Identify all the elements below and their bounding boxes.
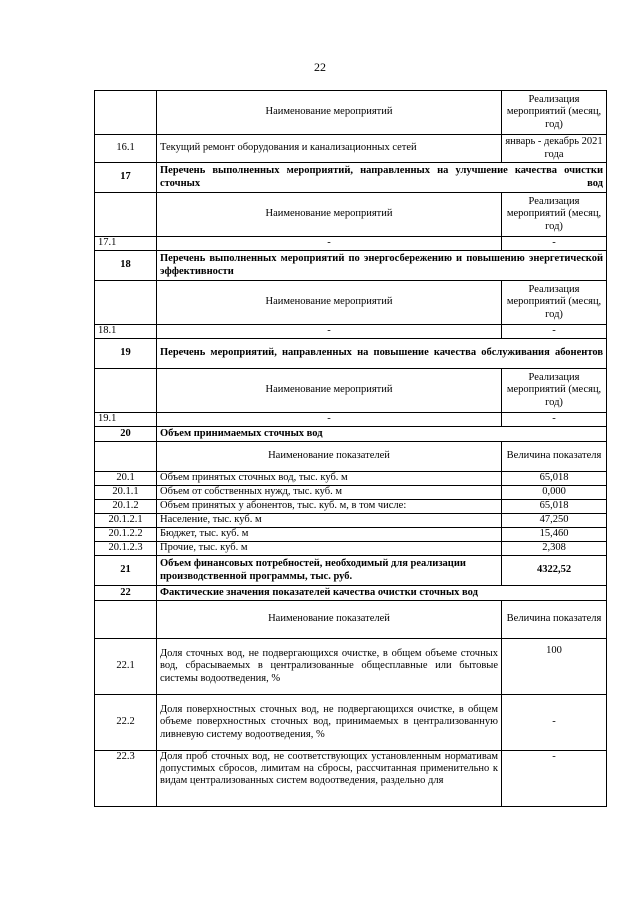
- row-text: Доля сточных вод, не подвергающихся очистке, в общем объеме сточных вод, сбрасываемых в централизованные общесплавные или бытовые системы водоотведения, %: [157, 639, 502, 695]
- header-measures-name: Наименование мероприятий: [157, 193, 502, 237]
- row-text: -: [157, 413, 502, 427]
- row-value: 2,308: [502, 542, 607, 556]
- table-row: [95, 542, 607, 556]
- row-number: 20.1.1: [95, 486, 157, 500]
- section-title: Объем финансовых потребностей, необходимый для реализации производственной программы, тыс. руб.: [157, 556, 502, 586]
- table-row: [95, 751, 607, 807]
- section-title: Объем принимаемых сточных вод: [157, 427, 607, 442]
- row-number: 22.2: [95, 695, 157, 751]
- table-header-row: [95, 442, 607, 472]
- section-row: [95, 556, 607, 586]
- header-num-cell: [95, 91, 157, 135]
- row-number: 16.1: [95, 135, 157, 163]
- section-row: [95, 163, 607, 193]
- header-measures-impl: Реализация мероприятий (месяц, год): [502, 369, 607, 413]
- row-value: -: [502, 325, 607, 339]
- section-number: 18: [95, 251, 157, 281]
- row-value: 15,460: [502, 528, 607, 542]
- programme-table: [94, 90, 607, 807]
- table-row: [95, 413, 607, 427]
- row-value: 65,018: [502, 472, 607, 486]
- row-value: -: [502, 413, 607, 427]
- section-number: 21: [95, 556, 157, 586]
- header-num-cell: [95, 601, 157, 639]
- row-text: Объем принятых сточных вод, тыс. куб. м: [157, 472, 502, 486]
- section-title: Фактические значения показателей качества очистки сточных вод: [157, 586, 607, 601]
- row-value: 65,018: [502, 500, 607, 514]
- header-indicators-name: Наименование показателей: [157, 442, 502, 472]
- row-text: Население, тыс. куб. м: [157, 514, 502, 528]
- row-text: -: [157, 325, 502, 339]
- row-number: 20.1.2: [95, 500, 157, 514]
- row-number: 20.1: [95, 472, 157, 486]
- section-title: Перечень выполненных мероприятий, направленных на улучшение качества очистки сточных вод: [157, 163, 607, 193]
- section-row: [95, 251, 607, 281]
- table-row: [95, 514, 607, 528]
- table-header-row: [95, 369, 607, 413]
- header-num-cell: [95, 193, 157, 237]
- section-number: 22: [95, 586, 157, 601]
- table-header-row: [95, 193, 607, 237]
- section-number: 19: [95, 339, 157, 369]
- table-row: [95, 237, 607, 251]
- header-indicators-value: Величина показателя: [502, 601, 607, 639]
- row-number: 20.1.2.2: [95, 528, 157, 542]
- table-header-row: [95, 91, 607, 135]
- section-row: [95, 427, 607, 442]
- section-number: 20: [95, 427, 157, 442]
- table-header-row: [95, 281, 607, 325]
- header-indicators-name: Наименование показателей: [157, 601, 502, 639]
- row-text: Объем принятых у абонентов, тыс. куб. м, в том числе:: [157, 500, 502, 514]
- row-value: -: [502, 695, 607, 751]
- row-number: 22.3: [95, 751, 157, 807]
- row-number: 20.1.2.3: [95, 542, 157, 556]
- table-row: [95, 472, 607, 486]
- table-row: [95, 135, 607, 163]
- table-row: [95, 500, 607, 514]
- table-row: [95, 528, 607, 542]
- row-value: -: [502, 237, 607, 251]
- row-value: январь - декабрь 2021 года: [502, 135, 607, 163]
- table-header-row: [95, 601, 607, 639]
- table-row: [95, 639, 607, 695]
- row-number: 18.1: [95, 325, 157, 339]
- row-value: -: [502, 751, 607, 807]
- header-measures-name: Наименование мероприятий: [157, 281, 502, 325]
- header-num-cell: [95, 369, 157, 413]
- header-measures-impl: Реализация мероприятий (месяц, год): [502, 281, 607, 325]
- header-measures-name: Наименование мероприятий: [157, 91, 502, 135]
- row-value: 0,000: [502, 486, 607, 500]
- section-title: Перечень выполненных мероприятий по энергосбережению и повышению энергетической эффективности: [157, 251, 607, 281]
- table-row: [95, 325, 607, 339]
- row-text: Прочие, тыс. куб. м: [157, 542, 502, 556]
- header-num-cell: [95, 281, 157, 325]
- row-text: Доля проб сточных вод, не соответствующих установленным нормативам допустимых сбросов, лимитам на сбросы, рассчитанная применительно к видам централизованных систем водоотведения, раздельно для: [157, 751, 502, 807]
- row-text: Текущий ремонт оборудования и канализационных сетей: [157, 135, 502, 163]
- section-title: Перечень мероприятий, направленных на повышение качества обслуживания абонентов: [157, 339, 607, 369]
- section-value: 4322,52: [502, 556, 607, 586]
- header-measures-impl: Реализация мероприятий (месяц, год): [502, 193, 607, 237]
- header-measures-name: Наименование мероприятий: [157, 369, 502, 413]
- header-num-cell: [95, 442, 157, 472]
- row-number: 22.1: [95, 639, 157, 695]
- header-indicators-value: Величина показателя: [502, 442, 607, 472]
- row-value: 100: [502, 639, 607, 695]
- table-row: [95, 695, 607, 751]
- row-value: 47,250: [502, 514, 607, 528]
- row-number: 19.1: [95, 413, 157, 427]
- table-row: [95, 486, 607, 500]
- section-number: 17: [95, 163, 157, 193]
- row-text: Доля поверхностных сточных вод, не подвергающихся очистке, в общем объеме поверхностных сточных вод, принимаемых в централизованную ливневую систему водоотведения, %: [157, 695, 502, 751]
- row-text: -: [157, 237, 502, 251]
- row-number: 20.1.2.1: [95, 514, 157, 528]
- row-text: Объем от собственных нужд, тыс. куб. м: [157, 486, 502, 500]
- page-number: 22: [314, 60, 326, 74]
- row-number: 17.1: [95, 237, 157, 251]
- section-row: [95, 339, 607, 369]
- row-text: Бюджет, тыс. куб. м: [157, 528, 502, 542]
- section-row: [95, 586, 607, 601]
- header-measures-impl: Реализация мероприятий (месяц, год): [502, 91, 607, 135]
